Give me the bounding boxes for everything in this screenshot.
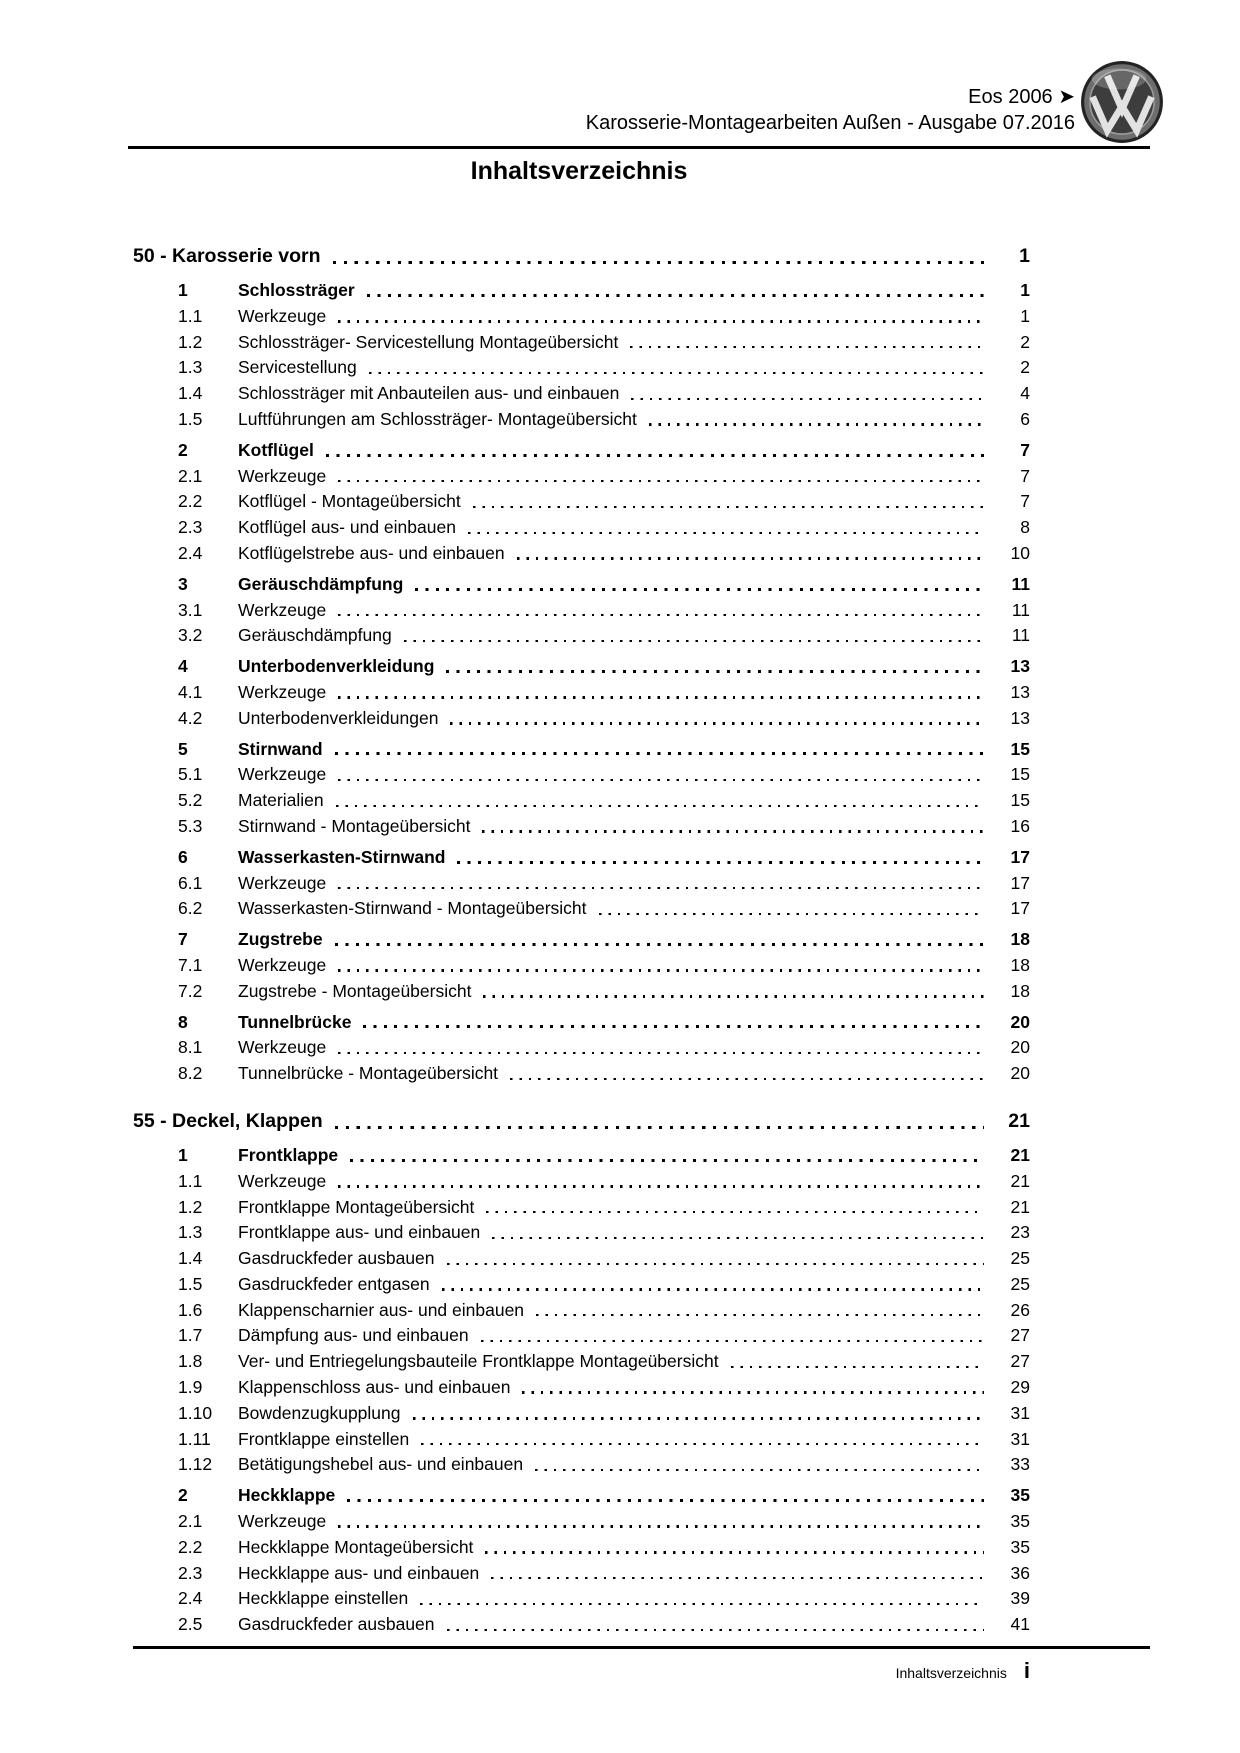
entry-title: Schlossträger: [238, 280, 355, 300]
entry-number: 2.2: [178, 491, 203, 512]
toc-subsection-row: [133, 1535, 1030, 1561]
entry-page-number: 27: [1010, 1325, 1030, 1346]
toc-subsection-row: [133, 1246, 1030, 1272]
toc-subsection-row: [133, 680, 1030, 706]
page-footer: [133, 1658, 1030, 1684]
chapter-page-number: 21: [1008, 1109, 1030, 1132]
dot-leader: [630, 346, 984, 348]
dot-leader: [338, 1525, 984, 1527]
entry-title: Wasserkasten-Stirnwand - Montageübersicht: [238, 898, 587, 919]
toc-subsection-row: [133, 1298, 1030, 1324]
toc-subsection-row: [133, 1195, 1030, 1221]
dot-leader: [486, 1211, 984, 1213]
entry-number: 1.2: [178, 331, 203, 352]
entry-title: Werkzeuge: [238, 1170, 327, 1191]
entry-page-number: 11: [1011, 625, 1030, 646]
toc-subsection-row: [133, 598, 1030, 624]
dot-leader: [468, 532, 984, 534]
dot-leader: [457, 861, 984, 864]
toc-section-row: [133, 845, 1030, 871]
entry-title: Tunnelbrücke - Montageübersicht: [238, 1063, 499, 1084]
dot-leader: [522, 1391, 984, 1393]
entry-page-number: 25: [1010, 1273, 1030, 1294]
toc-subsection-row: [133, 1220, 1030, 1246]
entry-title: Klappenscharnier aus- und einbauen: [238, 1299, 525, 1320]
entry-number: 4.1: [178, 681, 203, 702]
entry-page-number: 15: [1010, 738, 1030, 759]
entry-number: 2.1: [178, 465, 203, 486]
dot-leader: [447, 1263, 984, 1265]
dot-leader: [442, 1288, 984, 1290]
entry-page-number: 2: [1020, 357, 1030, 378]
dot-leader: [338, 614, 984, 616]
entry-number: 8: [178, 1011, 188, 1032]
entry-number: 2.3: [178, 517, 203, 538]
entry-number: 1.10: [178, 1402, 213, 1423]
dot-leader: [485, 1551, 984, 1553]
entry-title: Heckklappe Montageübersicht: [238, 1536, 474, 1557]
toc-section-row: [133, 278, 1030, 304]
entry-title: Gasdruckfeder ausbauen: [238, 1614, 435, 1635]
toc-subsection-row: [133, 1323, 1030, 1349]
entry-title: Geräuschdämpfung: [238, 625, 392, 646]
toc-section-row: [133, 654, 1030, 680]
entry-title: Geräuschdämpfung: [238, 573, 404, 594]
toc-subsection-row: [133, 1561, 1030, 1587]
entry-title: Werkzeuge: [238, 1037, 327, 1058]
entry-title: Heckklappe: [238, 1485, 336, 1506]
entry-page-number: 39: [1010, 1588, 1030, 1609]
toc-subsection-row: [133, 464, 1030, 490]
entry-number: 7.2: [178, 980, 203, 1001]
dot-leader: [413, 1417, 985, 1419]
dot-leader: [631, 398, 984, 400]
entry-page-number: 1: [1020, 280, 1030, 300]
dot-leader: [338, 1052, 984, 1054]
dot-leader: [338, 887, 984, 889]
dot-leader: [446, 670, 984, 673]
entry-title: Betätigungshebel aus- und einbauen: [238, 1454, 524, 1475]
toc-subsection-row: [133, 1035, 1030, 1061]
entry-number: 7.1: [178, 954, 203, 975]
dot-leader: [338, 480, 984, 482]
dot-leader: [481, 1340, 984, 1342]
entry-number: 2.5: [178, 1614, 203, 1635]
dot-leader: [535, 1469, 984, 1471]
toc-section-row: [133, 1483, 1030, 1509]
entry-number: 1.1: [178, 305, 203, 326]
entry-title: Werkzeuge: [238, 954, 327, 975]
entry-title: Werkzeuge: [238, 305, 327, 326]
entry-page-number: 26: [1010, 1299, 1030, 1320]
dot-leader: [338, 1185, 984, 1187]
chapter-page-number: 1: [1019, 245, 1030, 267]
chapter-label: 55 - Deckel, Klappen: [133, 1109, 323, 1132]
page-title: Inhaltsverzeichnis: [470, 157, 688, 185]
toc: [133, 240, 1030, 1638]
entry-page-number: 31: [1010, 1402, 1030, 1423]
entry-page-number: 18: [1010, 980, 1030, 1001]
entry-title: Luftführungen am Schlossträger- Montageübersicht: [238, 408, 637, 429]
entry-number: 2.4: [178, 542, 203, 563]
toc-subsection-row: [133, 541, 1030, 567]
toc-subsection-row: [133, 1509, 1030, 1535]
entry-page-number: 33: [1010, 1454, 1030, 1475]
entry-number: 4.2: [178, 707, 203, 728]
entry-page-number: 7: [1020, 465, 1030, 486]
toc-subsection-row: [133, 1452, 1030, 1478]
entry-title: Werkzeuge: [238, 1511, 327, 1532]
entry-page-number: 20: [1010, 1037, 1030, 1058]
toc-section-row: [133, 1010, 1030, 1036]
entry-page-number: 20: [1010, 1063, 1030, 1084]
toc-subsection-row: [133, 762, 1030, 788]
entry-title: Materialien: [238, 790, 324, 811]
entry-number: 1.8: [178, 1351, 203, 1372]
entry-title: Ver- und Entriegelungsbauteile Frontklappe Montageübersicht: [238, 1351, 719, 1372]
toc-subsection-row: [133, 489, 1030, 515]
entry-page-number: 18: [1010, 929, 1030, 950]
toc-subsection-row: [133, 407, 1030, 433]
dot-leader: [369, 372, 984, 374]
toc-section-row: [133, 737, 1030, 763]
dot-leader: [336, 805, 984, 807]
entry-page-number: 35: [1010, 1485, 1030, 1506]
dot-leader: [420, 1603, 984, 1605]
entry-title: Unterbodenverkleidung: [238, 656, 435, 677]
entry-page-number: 15: [1010, 790, 1030, 811]
entry-number: 1.3: [178, 1222, 203, 1243]
entry-number: 8.2: [178, 1063, 203, 1084]
footer-page-number: i: [1023, 1658, 1030, 1683]
entry-number: 5.1: [178, 764, 203, 785]
entry-page-number: 36: [1010, 1562, 1030, 1583]
toc-subsection-row: [133, 1169, 1030, 1195]
dot-leader: [447, 1629, 984, 1631]
entry-number: 1.5: [178, 408, 203, 429]
toc-subsection-row: [133, 515, 1030, 541]
entry-title: Zugstrebe - Montageübersicht: [238, 980, 472, 1001]
entry-title: Kotflügel: [238, 439, 314, 460]
dot-leader: [510, 1078, 984, 1080]
dot-leader: [536, 1314, 984, 1316]
entry-page-number: 25: [1010, 1248, 1030, 1269]
entry-number: 1.5: [178, 1273, 203, 1294]
entry-number: 7: [178, 929, 188, 950]
entry-number: 2.1: [178, 1511, 203, 1532]
entry-number: 2.2: [178, 1536, 203, 1557]
toc-subsection-row: [133, 330, 1030, 356]
entry-page-number: 29: [1010, 1377, 1030, 1398]
entry-title: Werkzeuge: [238, 465, 327, 486]
dot-leader: [335, 943, 984, 946]
header-model-line: Eos 2006 ➤: [968, 86, 1075, 108]
entry-title: Klappenschloss aus- und einbauen: [238, 1377, 511, 1398]
entry-number: 1.2: [178, 1196, 203, 1217]
entry-title: Tunnelbrücke: [238, 1011, 352, 1032]
entry-page-number: 13: [1010, 656, 1030, 677]
entry-title: Stirnwand - Montageübersicht: [238, 815, 471, 836]
toc-subsection-row: [133, 979, 1030, 1005]
entry-title: Werkzeuge: [238, 872, 327, 893]
entry-page-number: 27: [1010, 1351, 1030, 1372]
dot-leader: [335, 1126, 984, 1129]
entry-number: 5.3: [178, 815, 203, 836]
entry-page-number: 6: [1020, 408, 1030, 429]
dot-leader: [333, 261, 984, 264]
entry-number: 1: [178, 1144, 188, 1165]
entry-page-number: 7: [1020, 491, 1030, 512]
entry-page-number: 21: [1010, 1144, 1030, 1165]
entry-number: 3.2: [178, 625, 203, 646]
entry-number: 1.7: [178, 1325, 203, 1346]
footer-rule: [133, 1646, 1150, 1649]
entry-number: 8.1: [178, 1037, 203, 1058]
entry-page-number: 41: [1010, 1614, 1030, 1635]
entry-page-number: 21: [1010, 1196, 1030, 1217]
dot-leader: [338, 969, 984, 971]
entry-title: Dämpfung aus- und einbauen: [238, 1325, 469, 1346]
toc-subsection-row: [133, 381, 1030, 407]
entry-title: Stirnwand: [238, 738, 323, 759]
toc-subsection-row: [133, 814, 1030, 840]
entry-title: Werkzeuge: [238, 599, 327, 620]
toc-chapter-row: [133, 1105, 1030, 1138]
dot-leader: [517, 557, 984, 559]
entry-number: 3: [178, 573, 188, 594]
toc-section-row: [133, 1143, 1030, 1169]
entry-number: 1.4: [178, 1248, 203, 1269]
entry-title: Werkzeuge: [238, 681, 327, 702]
entry-title: Frontklappe aus- und einbauen: [238, 1222, 481, 1243]
toc-section-row: [133, 438, 1030, 464]
entry-number: 5: [178, 738, 188, 759]
entry-number: 2: [178, 439, 188, 460]
toc-subsection-row: [133, 1401, 1030, 1427]
entry-page-number: 8: [1020, 517, 1030, 538]
entry-page-number: 13: [1010, 707, 1030, 728]
dot-leader: [473, 506, 984, 508]
dot-leader: [492, 1237, 984, 1239]
entry-title: Unterbodenverkleidungen: [238, 707, 439, 728]
entry-number: 1: [178, 280, 188, 300]
entry-page-number: 35: [1010, 1511, 1030, 1532]
toc-subsection-row: [133, 1272, 1030, 1298]
chapter-label: 50 - Karosserie vorn: [133, 245, 321, 267]
entry-number: 2.3: [178, 1562, 203, 1583]
dot-leader: [421, 1443, 984, 1445]
dot-leader: [338, 779, 984, 781]
toc-subsection-row: [133, 953, 1030, 979]
dot-leader: [350, 1159, 984, 1162]
entry-number: 4: [178, 656, 188, 677]
entry-title: Frontklappe: [238, 1144, 339, 1165]
toc-subsection-row: [133, 1375, 1030, 1401]
dot-leader: [483, 995, 984, 997]
dot-leader: [415, 588, 984, 591]
entry-number: 1.9: [178, 1377, 203, 1398]
entry-number: 1.1: [178, 1170, 203, 1191]
entry-page-number: 17: [1010, 872, 1030, 893]
header-doc-line: Karosserie-Montagearbeiten Außen - Ausgabe 07.2016: [585, 112, 1075, 134]
entry-number: 1.6: [178, 1299, 203, 1320]
toc-subsection-row: [133, 1612, 1030, 1638]
entry-page-number: 20: [1010, 1011, 1030, 1032]
toc-subsection-row: [133, 623, 1030, 649]
toc-section-row: [133, 572, 1030, 598]
entry-page-number: 10: [1010, 542, 1030, 563]
entry-number: 6.2: [178, 898, 203, 919]
dot-leader: [326, 454, 984, 457]
entry-title: Frontklappe einstellen: [238, 1428, 410, 1449]
toc-subsection-row: [133, 788, 1030, 814]
toc-subsection-row: [133, 871, 1030, 897]
toc-subsection-row: [133, 896, 1030, 922]
entry-number: 6: [178, 846, 188, 867]
entry-number: 5.2: [178, 790, 203, 811]
dot-leader: [599, 913, 984, 915]
dot-leader: [731, 1366, 984, 1368]
entry-page-number: 35: [1010, 1536, 1030, 1557]
toc-subsection-row: [133, 1427, 1030, 1453]
entry-title: Kotflügel - Montageübersicht: [238, 491, 461, 512]
dot-leader: [347, 1499, 984, 1502]
entry-page-number: 11: [1011, 573, 1030, 594]
entry-page-number: 21: [1010, 1170, 1030, 1191]
page-header: [586, 84, 1075, 136]
entry-page-number: 17: [1010, 898, 1030, 919]
toc-subsection-row: [133, 706, 1030, 732]
toc-subsection-row: [133, 1061, 1030, 1087]
dot-leader: [649, 423, 984, 425]
entry-title: Schlossträger- Servicestellung Montageübersicht: [238, 331, 619, 352]
toc-section-row: [133, 927, 1030, 953]
entry-page-number: 4: [1020, 383, 1030, 404]
dot-leader: [404, 640, 984, 642]
entry-title: Kotflügel aus- und einbauen: [238, 517, 456, 538]
entry-page-number: 17: [1010, 846, 1030, 867]
toc-subsection-row: [133, 1586, 1030, 1612]
entry-page-number: 7: [1020, 439, 1030, 460]
entry-number: 1.4: [178, 383, 203, 404]
entry-number: 1.3: [178, 357, 203, 378]
toc-subsection-row: [133, 1349, 1030, 1375]
entry-number: 2: [178, 1485, 188, 1506]
dot-leader: [367, 294, 984, 297]
toc-chapter-row: [133, 240, 1030, 273]
entry-number: 3.1: [178, 599, 203, 620]
entry-page-number: 23: [1010, 1222, 1030, 1243]
toc-subsection-row: [133, 355, 1030, 381]
entry-number: 6.1: [178, 872, 203, 893]
dot-leader: [338, 696, 984, 698]
entry-page-number: 2: [1020, 331, 1030, 352]
entry-title: Kotflügelstrebe aus- und einbauen: [238, 542, 505, 563]
entry-number: 2.4: [178, 1588, 203, 1609]
entry-page-number: 18: [1010, 954, 1030, 975]
footer-label: Inhaltsverzeichnis: [895, 1665, 1007, 1681]
dot-leader: [363, 1025, 984, 1028]
dot-leader: [491, 1577, 984, 1579]
vw-logo-icon: [1080, 60, 1164, 144]
entry-title: Wasserkasten-Stirnwand: [238, 846, 446, 867]
dot-leader: [450, 722, 984, 724]
entry-title: Zugstrebe: [238, 929, 323, 950]
entry-title: Servicestellung: [238, 357, 357, 378]
dot-leader: [482, 830, 984, 832]
entry-page-number: 31: [1010, 1428, 1030, 1449]
entry-title: Werkzeuge: [238, 764, 327, 785]
entry-page-number: 15: [1010, 764, 1030, 785]
entry-title: Bowdenzugkupplung: [238, 1402, 401, 1423]
entry-title: Frontklappe Montageübersicht: [238, 1196, 475, 1217]
entry-title: Heckklappe einstellen: [238, 1588, 409, 1609]
entry-page-number: 1: [1020, 305, 1030, 326]
header-rule: [128, 146, 1150, 149]
entry-page-number: 11: [1011, 599, 1030, 620]
entry-title: Heckklappe aus- und einbauen: [238, 1562, 480, 1583]
dot-leader: [338, 320, 984, 322]
entry-title: Gasdruckfeder ausbauen: [238, 1248, 435, 1269]
entry-number: 1.11: [178, 1428, 211, 1449]
entry-page-number: 16: [1010, 815, 1030, 836]
entry-page-number: 13: [1010, 681, 1030, 702]
entry-title: Gasdruckfeder entgasen: [238, 1273, 430, 1294]
toc-subsection-row: [133, 304, 1030, 330]
entry-number: 1.12: [178, 1454, 213, 1475]
dot-leader: [335, 752, 984, 755]
entry-title: Schlossträger mit Anbauteilen aus- und einbauen: [238, 383, 620, 404]
